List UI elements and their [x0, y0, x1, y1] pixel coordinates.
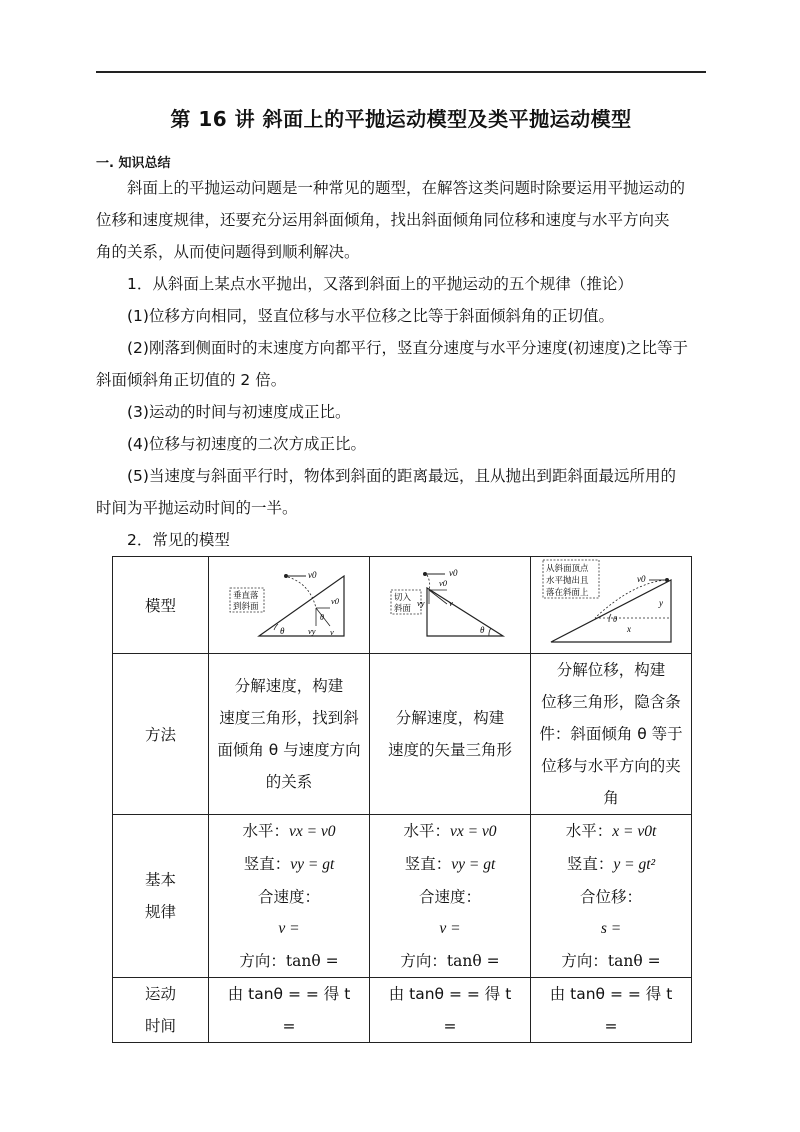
d1-box-line2: 到斜面: [233, 601, 259, 611]
d3-v0: v0: [637, 574, 646, 584]
d1-vy: vy: [308, 626, 316, 636]
time-2-line1: 由 tanθ = = 得 t: [388, 985, 512, 1003]
label-time: [113, 978, 209, 1043]
c3-horiz-label: 水平：: [565, 822, 613, 840]
method-2-line1: 分解速度，构建: [395, 709, 505, 727]
d3-y: y: [659, 598, 663, 608]
section-heading: 一. 知识总结: [96, 156, 171, 171]
c1-vert-eq: vy = gt: [290, 856, 335, 873]
c3-combined-label: 合位移：: [579, 888, 642, 906]
diagram-vertical-landing: [224, 564, 354, 642]
c1-horiz-eq: vx = v0: [288, 823, 336, 840]
c2-vert-label: 竖直：: [404, 855, 452, 873]
method-1-line1: 分解速度，构建: [234, 677, 344, 695]
method-3-line3: 件：斜面倾角 θ 等于: [539, 725, 683, 743]
rule-5b: 时间为平抛运动时间的一半。: [96, 499, 298, 517]
d1-v0b: v0: [331, 596, 340, 606]
c1-dir-eq: tanθ =: [285, 952, 339, 970]
c2-horiz-eq: vx = v0: [449, 823, 497, 840]
rules-heading: 1．从斜面上某点水平抛出，又落到斜面上的平抛运动的五个规律（推论）: [127, 275, 633, 293]
c3-vert-label: 竖直：: [566, 855, 614, 873]
d2-vy: vy: [417, 598, 425, 608]
method-3-line4: 位移与水平方向的夹: [541, 757, 681, 775]
label-method: 方法: [113, 654, 209, 815]
c1-combined-eq: v =: [278, 920, 300, 937]
rule-1: (1)位移方向相同，竖直位移与水平位移之比等于斜面倾斜角的正切值。: [127, 307, 614, 325]
row-method: [113, 654, 692, 815]
intro-line-1: 斜面上的平抛运动问题是一种常见的题型，在解答这类问题时除要运用平抛运动的: [127, 179, 686, 197]
diagram-2-cell: [370, 557, 531, 654]
d2-v0: v0: [449, 568, 458, 578]
d3-x: x: [627, 624, 631, 634]
method-2-line2: 速度的矢量三角形: [387, 741, 512, 759]
time-1-line2: =: [282, 1017, 296, 1035]
row-time: [113, 978, 692, 1043]
c2-horiz-label: 水平：: [403, 822, 450, 840]
c3-dir-eq: tanθ =: [607, 952, 661, 970]
c2-dir-label: 方向：: [400, 952, 447, 970]
c3-dir-label: 方向：: [561, 952, 608, 970]
d2-v0b: v0: [439, 578, 448, 588]
time-col-1: [209, 978, 370, 1043]
label-model: 模型: [113, 557, 209, 654]
d3-theta: θ: [613, 614, 618, 624]
d3-box-line1: 从斜面顶点: [546, 563, 589, 573]
c3-vert-eq: y = gt²: [613, 856, 656, 873]
method-3-line1: 分解位移，构建: [556, 661, 666, 679]
method-3-line5: 角: [603, 789, 619, 807]
label-rules-line1: 基本: [144, 871, 176, 889]
label-time-line1: 运动: [144, 985, 176, 1003]
time-1-line1: 由 tanθ = = 得 t: [227, 985, 351, 1003]
method-1-line2: 速度三角形，找到斜: [219, 709, 359, 727]
c2-combined-label: 合速度：: [418, 888, 481, 906]
rule-2a: (2)刚落到侧面时的末速度方向都平行，竖直分速度与水平分速度(初速度)之比等于: [127, 339, 689, 357]
d1-v0: v0: [308, 570, 317, 580]
d2-theta: θ: [480, 625, 485, 635]
c1-combined-label: 合速度：: [257, 888, 320, 906]
c1-vert-label: 竖直：: [243, 855, 291, 873]
models-heading: 2．常见的模型: [127, 531, 230, 549]
diagram-from-apex: [541, 558, 681, 648]
c2-combined-eq: v =: [439, 920, 461, 937]
rule-2b: 斜面倾斜角正切值的 2 倍。: [96, 371, 287, 389]
method-1-line4: 的关系: [265, 773, 313, 791]
rule-5a: (5)当速度与斜面平行时，物体到斜面的距离最远，且从抛出到距斜面最远所用的: [127, 467, 676, 485]
d3-box-line3: 落在斜面上: [546, 587, 589, 597]
d3-box-line2: 水平抛出且: [546, 575, 589, 585]
time-2-line2: =: [443, 1017, 457, 1035]
c2-vert-eq: vy = gt: [451, 856, 496, 873]
d1-box-line1: 垂直落: [233, 590, 259, 600]
method-3-line2: 位移三角形，隐含条: [541, 693, 681, 711]
c2-dir-eq: tanθ =: [446, 952, 500, 970]
rules-col-1: [209, 815, 370, 978]
intro-paragraph: [96, 172, 708, 268]
label-rules-line2: 规律: [144, 903, 176, 921]
models-table: [112, 556, 692, 1043]
rules-col-2: [370, 815, 531, 978]
method-1: [209, 654, 370, 815]
c1-horiz-label: 水平：: [242, 822, 289, 840]
time-3-line1: 由 tanθ = = 得 t: [549, 985, 673, 1003]
label-rules: [113, 815, 209, 978]
row-model: [113, 557, 692, 654]
time-col-3: [531, 978, 692, 1043]
diagram-1-cell: [209, 557, 370, 654]
rule-3: (3)运动的时间与初速度成正比。: [127, 403, 351, 421]
row-rules: [113, 815, 692, 978]
page-title: 第 16 讲 斜面上的平抛运动模型及类平抛运动模型: [170, 107, 632, 131]
method-3: [531, 654, 692, 815]
intro-line-2: 位移和速度规律，还要充分运用斜面倾角，找出斜面倾角同位移和速度与水平方向夹: [96, 211, 670, 229]
diagram-tangent-entry: [385, 564, 515, 642]
time-col-2: [370, 978, 531, 1043]
rules-col-3: [531, 815, 692, 978]
c3-combined-eq: s =: [600, 920, 622, 937]
diagram-3-cell: [531, 557, 692, 654]
d1-theta: θ: [280, 626, 285, 636]
d2-box-line2: 斜面: [394, 603, 412, 613]
intro-line-3: 角的关系，从而使问题得到顺利解决。: [96, 243, 360, 261]
d1-v: v: [330, 627, 334, 637]
rule-4: (4)位移与初速度的二次方成正比。: [127, 435, 366, 453]
d1-theta2: θ: [320, 613, 324, 622]
c1-dir-label: 方向：: [239, 952, 286, 970]
label-time-line2: 时间: [144, 1017, 176, 1035]
method-1-line3: 面倾角 θ 与速度方向: [217, 741, 361, 759]
time-3-line2: =: [604, 1017, 618, 1035]
method-2: [370, 654, 531, 815]
d2-v: v: [449, 598, 453, 608]
d2-box-line1: 切入: [394, 592, 412, 602]
c3-horiz-eq: x = v0t: [612, 823, 657, 840]
header-rule: [96, 71, 706, 73]
